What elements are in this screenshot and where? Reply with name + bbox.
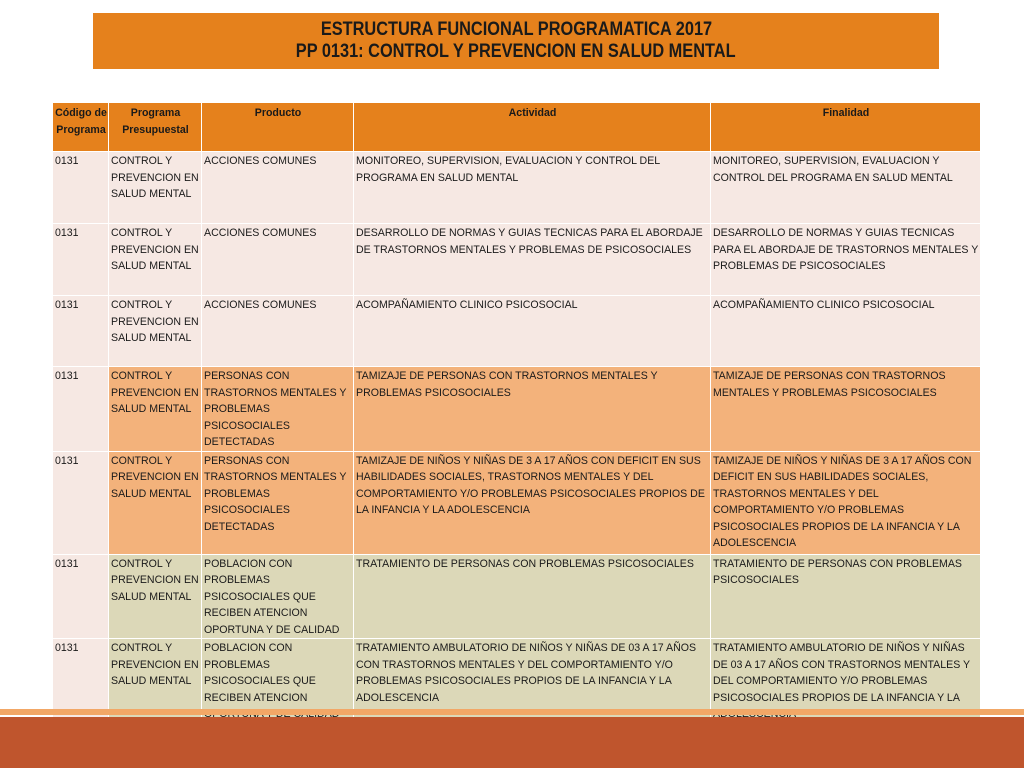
- cell-finalidad: TAMIZAJE DE PERSONAS CON TRASTORNOS MENTALES Y PROBLEMAS PSICOSOCIALES: [711, 367, 981, 452]
- slide-title-line-1: ESTRUCTURA FUNCIONAL PROGRAMATICA 2017: [320, 19, 712, 40]
- program-structure-table: [52, 102, 981, 725]
- cell-actividad: ACOMPAÑAMIENTO CLINICO PSICOSOCIAL: [354, 296, 711, 367]
- slide-title-box: [93, 13, 939, 69]
- header-programa: Programa Presupuestal: [109, 103, 202, 152]
- table-header-row: [53, 103, 981, 152]
- cell-codigo: 0131: [53, 639, 109, 725]
- cell-programa: CONTROL Y PREVENCION EN SALUD MENTAL: [109, 296, 202, 367]
- cell-finalidad: ACOMPAÑAMIENTO CLINICO PSICOSOCIAL: [711, 296, 981, 367]
- table-row: [53, 224, 981, 296]
- header-finalidad: Finalidad: [711, 103, 981, 152]
- cell-finalidad: DESARROLLO DE NORMAS Y GUIAS TECNICAS PARA EL ABORDAJE DE TRASTORNOS MENTALES Y PROBLEMAS DE PSICOSOCIALES: [711, 224, 981, 296]
- footer-accent-bar: [0, 709, 1024, 715]
- header-producto: Producto: [202, 103, 354, 152]
- table-row: [53, 367, 981, 452]
- cell-programa: CONTROL Y PREVENCION EN SALUD MENTAL: [109, 451, 202, 554]
- table-row: [53, 152, 981, 224]
- cell-finalidad: TAMIZAJE DE NIÑOS Y NIÑAS DE 3 A 17 AÑOS CON DEFICIT EN SUS HABILIDADES SOCIALES, TRASTORNOS MENTALES Y DEL COMPORTAMIENTO Y/O PROBLEMAS PSICOSOCIALES PROPIOS DE LA INFANCIA Y LA ADOLESCENCIA: [711, 451, 981, 554]
- cell-codigo: 0131: [53, 152, 109, 224]
- cell-finalidad: TRATAMIENTO DE PERSONAS CON PROBLEMAS PSICOSOCIALES: [711, 554, 981, 639]
- table-row: [53, 296, 981, 367]
- cell-actividad: DESARROLLO DE NORMAS Y GUIAS TECNICAS PARA EL ABORDAJE DE TRASTORNOS MENTALES Y PROBLEMAS DE PSICOSOCIALES: [354, 224, 711, 296]
- cell-producto: PERSONAS CON TRASTORNOS MENTALES Y PROBLEMAS PSICOSOCIALES DETECTADAS: [202, 451, 354, 554]
- table-row: [53, 554, 981, 639]
- cell-actividad: MONITOREO, SUPERVISION, EVALUACION Y CONTROL DEL PROGRAMA EN SALUD MENTAL: [354, 152, 711, 224]
- footer-bar: [0, 717, 1024, 768]
- cell-finalidad: TRATAMIENTO AMBULATORIO DE NIÑOS Y NIÑAS DE 03 A 17 AÑOS CON TRASTORNOS MENTALES Y DEL COMPORTAMIENTO Y/O PROBLEMAS PSICOSOCIALES PROPIOS DE LA INFANCIA Y LA: [711, 639, 981, 725]
- cell-programa: CONTROL Y PREVENCION EN SALUD MENTAL: [109, 367, 202, 452]
- cell-programa: CONTROL Y PREVENCION EN SALUD MENTAL: [109, 639, 202, 725]
- cell-producto: ACCIONES COMUNES: [202, 224, 354, 296]
- table-row: [53, 451, 981, 554]
- cell-actividad: TAMIZAJE DE PERSONAS CON TRASTORNOS MENTALES Y PROBLEMAS PSICOSOCIALES: [354, 367, 711, 452]
- cell-codigo: 0131: [53, 224, 109, 296]
- cell-programa: CONTROL Y PREVENCION EN SALUD MENTAL: [109, 554, 202, 639]
- cell-codigo: 0131: [53, 296, 109, 367]
- cell-codigo: 0131: [53, 367, 109, 452]
- cell-producto: POBLACION CON PROBLEMAS PSICOSOCIALES QUE RECIBEN ATENCION: [202, 639, 354, 725]
- slide-title-line-2: PP 0131: CONTROL Y PREVENCION EN SALUD MENTAL: [296, 41, 736, 62]
- cell-actividad: TAMIZAJE DE NIÑOS Y NIÑAS DE 3 A 17 AÑOS CON DEFICIT EN SUS HABILIDADES SOCIALES, TRASTORNOS MENTALES Y DEL COMPORTAMIENTO Y/O PROBLEMAS PSICOSOCIALES PROPIOS DE LA INFANCIA Y LA ADOLESCENCIA: [354, 451, 711, 554]
- cell-producto: ACCIONES COMUNES: [202, 152, 354, 224]
- cell-producto: POBLACION CON PROBLEMAS PSICOSOCIALES QUE RECIBEN ATENCION OPORTUNA Y DE CALIDAD: [202, 554, 354, 639]
- header-actividad: Actividad: [354, 103, 711, 152]
- cell-producto: PERSONAS CON TRASTORNOS MENTALES Y PROBLEMAS PSICOSOCIALES DETECTADAS: [202, 367, 354, 452]
- cell-codigo: 0131: [53, 451, 109, 554]
- header-codigo: Código de Programa: [53, 103, 109, 152]
- cell-finalidad: MONITOREO, SUPERVISION, EVALUACION Y CONTROL DEL PROGRAMA EN SALUD MENTAL: [711, 152, 981, 224]
- cell-programa: CONTROL Y PREVENCION EN SALUD MENTAL: [109, 152, 202, 224]
- cell-actividad: TRATAMIENTO AMBULATORIO DE NIÑOS Y NIÑAS DE 03 A 17 AÑOS CON TRASTORNOS MENTALES Y DEL COMPORTAMIENTO Y/O PROBLEMAS PSICOSOCIALES PROPIOS DE LA INFANCIA Y LA ADOLESCENCIA: [354, 639, 711, 725]
- cell-producto: ACCIONES COMUNES: [202, 296, 354, 367]
- cell-codigo: 0131: [53, 554, 109, 639]
- cell-programa: CONTROL Y PREVENCION EN SALUD MENTAL: [109, 224, 202, 296]
- cell-actividad: TRATAMIENTO DE PERSONAS CON PROBLEMAS PSICOSOCIALES: [354, 554, 711, 639]
